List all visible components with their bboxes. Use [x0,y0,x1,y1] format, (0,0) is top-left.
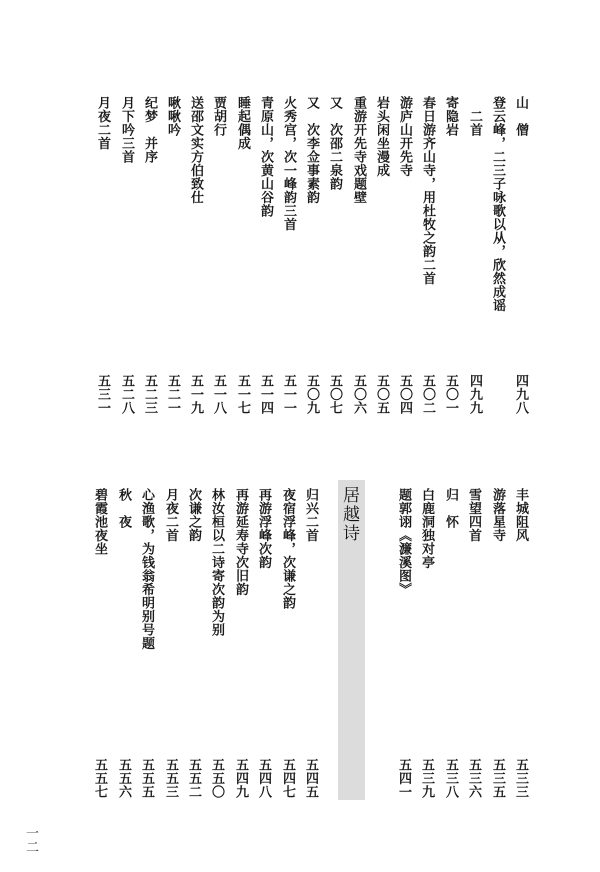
toc-entry-page: 五〇二 [420,374,435,415]
toc-entry-title: 送邵文实方伯致仕 [188,96,203,204]
section-title: 居越诗 [339,486,359,543]
toc-entry-page: 五一四 [258,374,273,415]
toc-entry-page: 五四一 [396,758,411,799]
toc-entry-page: 五一九 [188,374,203,415]
toc-entry-title: 再游浮峰次韵 [256,488,271,569]
toc-entry-title: 重游开先寺戏题壁 [351,96,366,204]
toc-entry-page: 五三六 [466,758,481,799]
toc-entry-title: 游庐山开先寺 [397,96,412,177]
toc-entry-page: 五三九 [419,758,434,799]
toc-entry-page: 五〇七 [327,374,342,415]
toc-entry-title: 啾啾吟 [165,96,180,137]
toc-entry-title: 林汝桓以二诗寄次韵为别 [209,488,224,637]
toc-entry-title: 归 怀 [443,488,458,529]
toc-entry-title: 白鹿洞独对亭 [419,488,434,569]
toc-entry-title: 次谦之韵 [186,488,201,542]
toc-entry-title: 山 僧 [513,96,528,137]
toc-entry-title: 登云峰，二三子咏歌以从，欣然成谣 [490,96,505,312]
toc-entry-page: 四九八 [513,374,528,415]
toc-entry-page: 五三五 [490,758,505,799]
toc-entry-title: 又 次邵二泉韵 [327,96,342,191]
toc-entry-page: 五二一 [165,374,180,415]
toc-entry-title: 又 次李佥事素韵 [304,96,319,204]
toc-entry-title: 碧霞池夜坐 [92,488,107,556]
toc-entry-page: 五五三 [163,758,178,799]
toc-entry-title: 雪望四首 [466,488,481,542]
toc-entry-title: 游落星寺 [490,488,505,542]
toc-entry-page: 五五五 [139,758,154,799]
toc-entry-page: 五〇五 [374,374,389,415]
page-number: 一二 [23,826,38,854]
toc-entry-page: 五一八 [211,374,226,415]
toc-entry-title: 心渔歌，为钱翁希明别号题 [139,488,154,650]
toc-entry-page: 五五〇 [209,758,224,799]
toc-entry-page: 五二八 [119,374,134,415]
toc-entry-title: 贾胡行 [211,96,226,137]
toc-entry-page: 五四七 [280,758,295,799]
toc-entry-page: 五二三 [142,374,157,415]
toc-entry-title: 月夜二首 [95,96,110,150]
toc-entry-title: 火秀宫，次一峰韵三首 [281,96,296,231]
toc-entry-page: 五三一 [95,374,110,415]
toc-entry-title: 题郭诩《濂溪图》 [396,488,411,596]
toc-entry-title: 月夜二首 [163,488,178,542]
toc-entry-page: 五四九 [233,758,248,799]
toc-entry-page: 五一一 [281,374,296,415]
toc-entry-title: 寄隐岩 [443,96,458,137]
toc-entry-page: 五〇九 [304,374,319,415]
toc-entry-page: 四九九 [467,374,482,415]
toc-entry-title: 二首 [467,96,482,137]
toc-entry-page: 五四八 [256,758,271,799]
toc-entry-title: 夜宿浮峰，次谦之韵 [280,488,295,610]
toc-entry-page: 五〇六 [351,374,366,415]
toc-entry-title: 丰城阻风 [513,488,528,542]
toc-entry-page: 五一七 [235,374,250,415]
toc-entry-page: 五五七 [92,758,107,799]
toc-entry-page: 五五六 [116,758,131,799]
toc-entry-title: 再游延寿寺次旧韵 [233,488,248,596]
toc-entry-title: 月下吟三首 [119,96,134,164]
toc-entry-title: 纪梦 并序 [142,96,157,164]
toc-entry-page: 五三三 [513,758,528,799]
toc-entry-title: 春日游齐山寺，用杜牧之韵二首 [420,96,435,285]
toc-entry-title: 归兴二首 [303,488,318,542]
toc-entry-title: 岩头闲坐漫成 [374,96,389,177]
toc-entry-title: 睡起偶成 [235,96,250,150]
toc-entry-page: 五四五 [303,758,318,799]
toc-entry-page: 五〇一 [443,374,458,415]
toc-entry-page: 五五二 [186,758,201,799]
toc-entry-page: 五三八 [443,758,458,799]
toc-entry-title: 秋 夜 [116,488,131,529]
toc-entry-page: 五〇四 [397,374,412,415]
toc-entry-title: 青原山，次黄山谷韵 [258,96,273,218]
